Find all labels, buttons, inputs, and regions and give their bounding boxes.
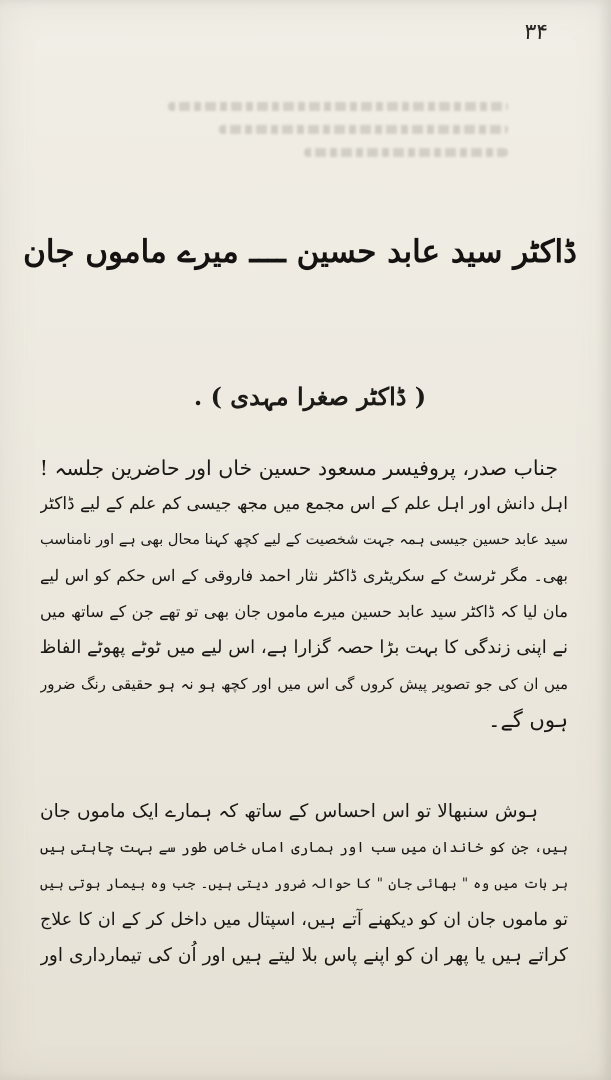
article-title: ڈاکٹر سید عابد حسین ــــ میرے ماموں جان (23, 234, 577, 270)
paragraph-1 (40, 450, 568, 738)
text-line: میں ان کی جو تصویر پیش کروں گی اس میں اور کچھ ہو نہ ہو حقیقی رنگ ضرور (40, 675, 568, 693)
text-line: نے اپنی زندگی کا بہت بڑا حصہ گزارا ہے، اس لیے میں ٹوٹے پھوٹے الفاظ (40, 637, 568, 658)
show-through-line (304, 148, 508, 157)
show-through-line (219, 125, 508, 134)
text-line: کراتے ہیں یا پھر ان کو اپنے پاس بلا لیتے ہیں اور اُن کی تیمارداری اور (40, 945, 568, 966)
paragraph-2 (40, 794, 568, 974)
text-line: جناب صدر، پروفیسر مسعود حسین خاں اور حاضرین جلسہ ! (40, 456, 558, 480)
text-line: تو ماموں جان ان کو دیکھنے آتے ہیں، اسپتال میں داخل کر کے ان کا علاج (40, 910, 568, 930)
text-line: مان لیا کہ ڈاکٹر سید عابد حسین میرے ماموں جان بھی تو تھے جن کے ساتھ میں (40, 602, 568, 621)
text-line: ہیں، جن کو خاندان میں سب اور ہماری اماں خاص طور سے بہت چاہتی ہیں (40, 840, 568, 856)
text-line: ہر بات میں وہ " بھائی جان " کا حوالہ ضرور دیتی ہیں۔ جب وہ بیمار ہوتی ہیں (40, 876, 568, 892)
page-number: ۳۴ (522, 20, 549, 45)
text-line: اہل دانش اور اہل علم کے اس مجمع میں مجھ جیسی کم علم کے لیے ڈاکٹر (40, 494, 568, 514)
text-line: ہوش سنبھالا تو اس احساس کے ساتھ کہ ہمارے ایک ماموں جان (40, 801, 538, 822)
text-line: بھی۔ مگر ٹرسٹ کے سکریٹری ڈاکٹر نثار احمد فاروقی کے اس حکم کو اس لیے (40, 566, 568, 585)
show-through-text (168, 88, 508, 178)
show-through-line (168, 102, 508, 111)
author-byline: ( ڈاکٹر صغرا مہدی ) . (193, 382, 427, 411)
text-line: سید عابد حسین جیسی ہمہ جہت شخصیت کے لیے کچھ کہنا محال بھی ہے اور نامناسب (40, 532, 568, 548)
text-line: ہوں گے۔ (488, 708, 568, 732)
